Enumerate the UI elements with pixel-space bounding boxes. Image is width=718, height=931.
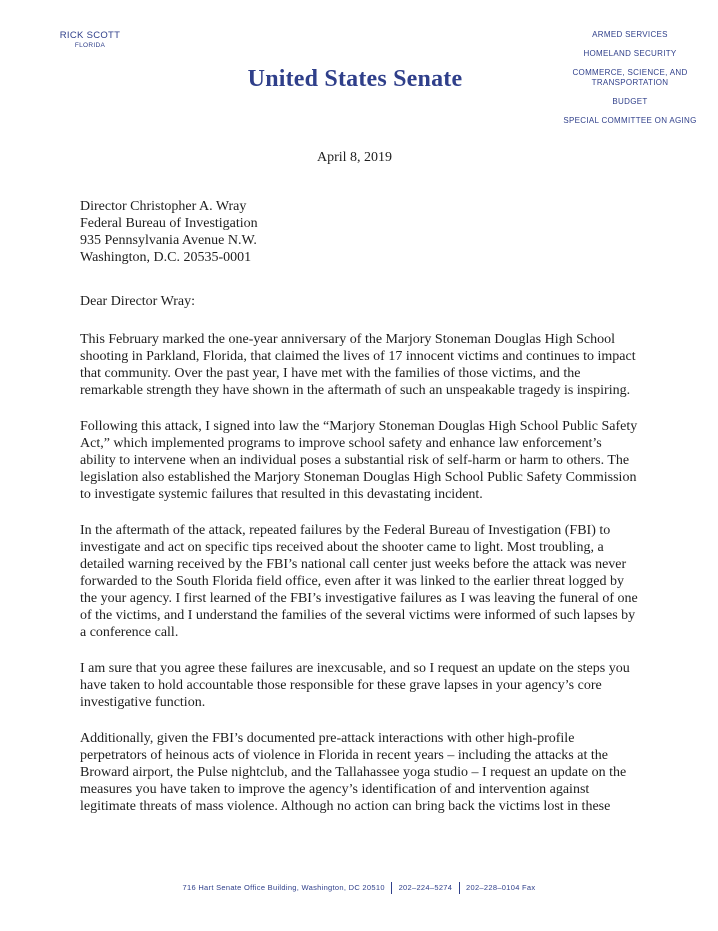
body-paragraph: This February marked the one-year anniversary of the Marjory Stoneman Douglas High School shooting in Parkland, Florida, that claimed the lives of 17 innocent victims and continues to impact that community. Over the past year, I have met with the families of those victims, and the remarkable strength they have shown in the aftermath of such an unspeakable tragedy is inspiring. bbox=[80, 332, 636, 398]
body-paragraph: Additionally, given the FBI’s documented pre-attack interactions with other high-profile perpetrators of heinous acts of violence in Florida in recent years – including the attacks at the Broward airport, the Pulse nightclub, and the Tallahassee yoga studio – I request an update on the measures you have taken to improve the agency’s identification of and intervention against legitimate threats of mass violence. Although no action can bring back the victims lost in these bbox=[80, 731, 627, 814]
footer bbox=[0, 882, 718, 894]
footer-divider bbox=[391, 882, 392, 894]
body-paragraph: In the aftermath of the attack, repeated failures by the Federal Bureau of Investigation (FBI) to investigate and act on specific tips received about the shooter came to light. Most troubling, a detailed warning received by the FBI’s national call center just weeks before the attack was never forwarded to the South Florida field office, even after it was linked to the earlier threat logged by the your agency. I first learned of the FBI’s investigative failures as I was leaving the funeral of one of the victims, and I understand the families of the several victims were informed of such lapses by a conference call. bbox=[80, 523, 638, 640]
footer-fax: 202–228–0104 Fax bbox=[466, 882, 536, 892]
recipient-city: Washington, D.C. 20535-0001 bbox=[80, 250, 252, 265]
body-paragraph: I am sure that you agree these failures are inexcusable, and so I request an update on the steps you have taken to hold accountable those responsible for these grave lapses in your agency’s core investigative function. bbox=[80, 661, 630, 710]
senate-masthead: United States Senate bbox=[247, 66, 463, 92]
recipient-street: 935 Pennsylvania Avenue N.W. bbox=[80, 233, 257, 248]
recipient-name: Director Christopher A. Wray bbox=[80, 199, 247, 214]
recipient-address bbox=[80, 198, 640, 266]
salutation: Dear Director Wray: bbox=[80, 294, 196, 309]
letter-date: April 8, 2019 bbox=[317, 150, 393, 165]
recipient-org: Federal Bureau of Investigation bbox=[80, 216, 258, 231]
sender-state: FLORIDA bbox=[74, 42, 106, 49]
committee-item: ARMED SERVICES bbox=[592, 30, 668, 39]
committee-item: BUDGET bbox=[612, 97, 648, 106]
footer-phone: 202–224–5274 bbox=[398, 882, 453, 892]
body-paragraph: Following this attack, I signed into law the “Marjory Stoneman Douglas High School Public Safety Act,” which implemented programs to improve school safety and enhance law enforcement’s ability to intervene when an individual poses a substantial risk of self-harm or harm to others. The legislation also established the Marjory Stoneman Douglas High School Public Safety Commission to investigate systemic failures that resulted in this devastating incident. bbox=[80, 419, 638, 502]
committee-item: COMMERCE, SCIENCE, AND TRANSPORTATION bbox=[572, 68, 688, 87]
sender-name: RICK SCOTT bbox=[59, 30, 121, 41]
footer-divider bbox=[459, 882, 460, 894]
footer-address: 716 Hart Senate Office Building, Washington, DC 20510 bbox=[182, 882, 385, 892]
committee-list bbox=[560, 30, 700, 135]
letter-body bbox=[80, 331, 640, 834]
committee-item: HOMELAND SECURITY bbox=[583, 49, 677, 58]
sender-block bbox=[40, 30, 140, 49]
committee-item: SPECIAL COMMITTEE ON AGING bbox=[563, 116, 697, 125]
